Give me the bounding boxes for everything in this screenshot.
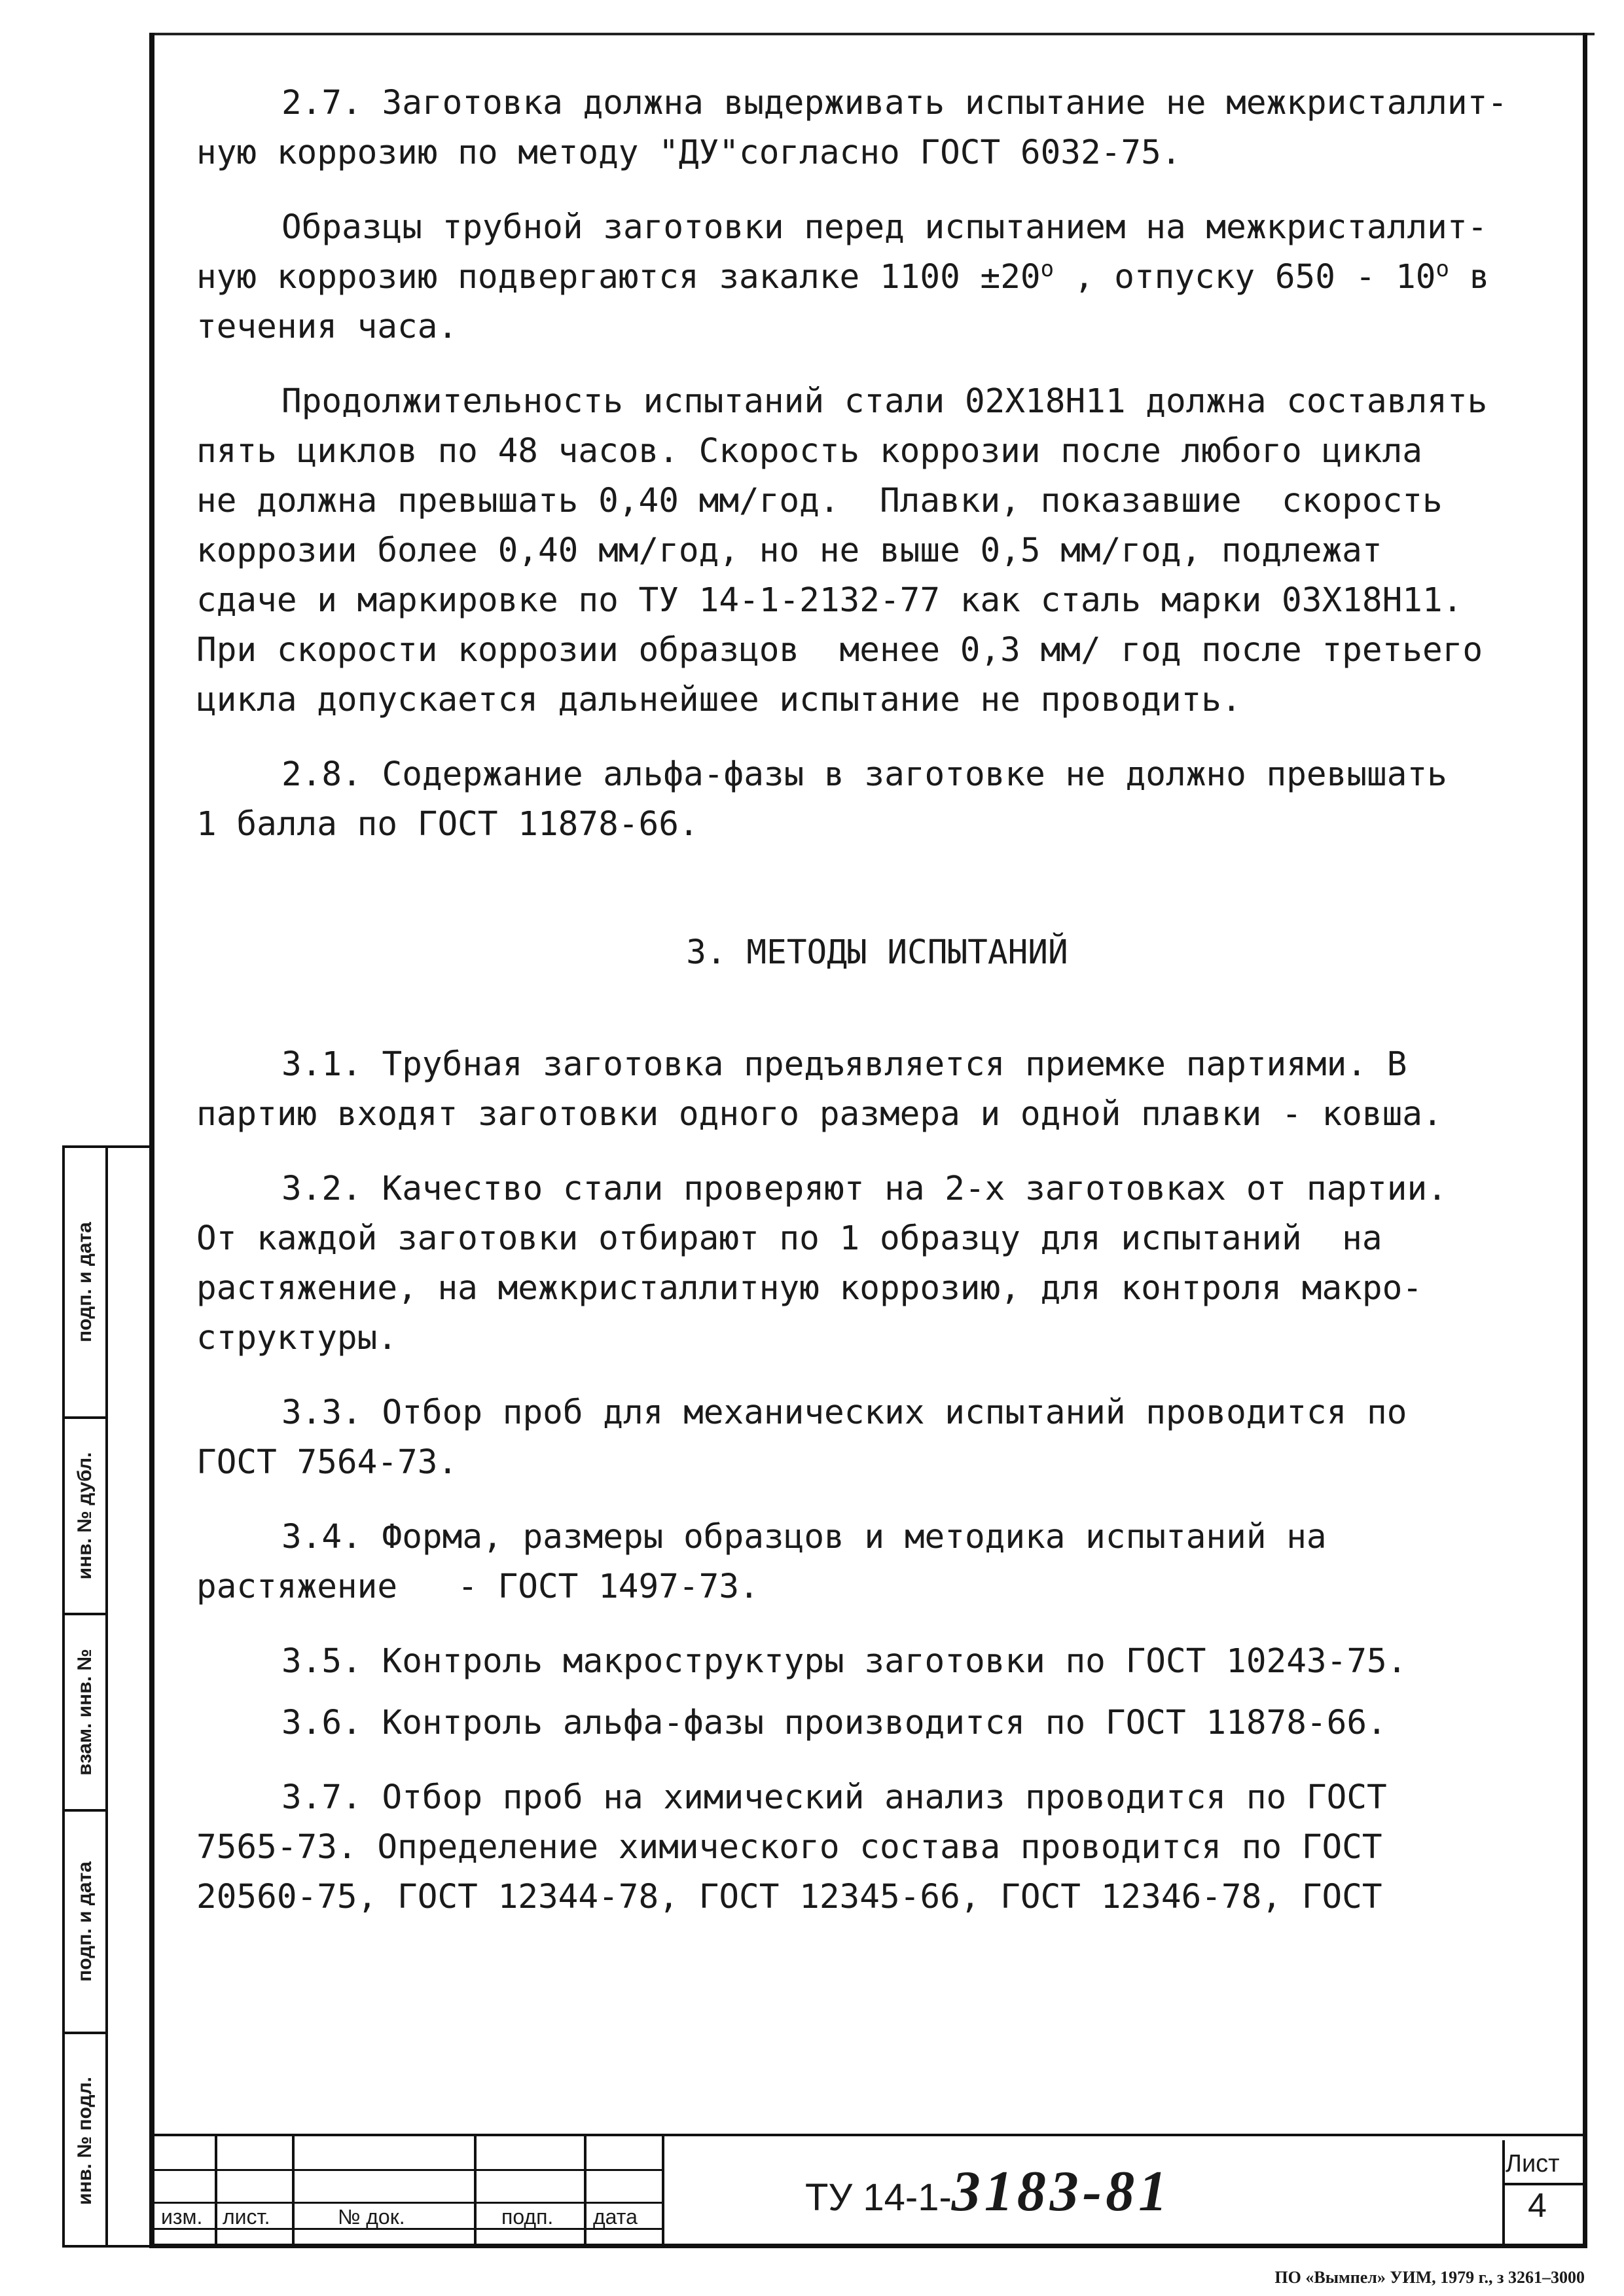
strip-cell-original-inv: инв. № подл. [74, 2077, 96, 2205]
document-code [805, 2159, 1171, 2225]
paragraph-2-7-duration: Продолжительность испытаний стали 02Х18Н11 должна составлять пять циклов по 48 часов. Скорость коррозии после любого цикла не должна превышать 0,40 мм/год. Плавки, показавшие скорость коррозии более 0,40 мм/год, но не выше 0,5 мм/год, подлежат сдаче и маркировке по ТУ 14-1-2132-77 как сталь марки 03Х18Н11. При скорости коррозии образцов менее 0,3 мм/ год после третьего цикла допускается дальнейшее испытание не проводить. [196, 382, 1488, 719]
tb-header-data: дата [593, 2205, 638, 2229]
strip-cell-replacement-inv: взам. инв. № [65, 1615, 105, 1812]
paragraph-3-6: 3.6. Контроль альфа-фазы производится по ГОСТ 11878-66. [281, 1704, 1387, 1742]
strip-cell-signature-date: подп. и дата [65, 1148, 105, 1419]
strip-divider [105, 1148, 108, 2245]
paragraph-3-2: 3.2. Качество стали проверяют на 2-х заготовках от партии. От каждой заготовки отбирают по 1 образцу для испытаний на растяжение, на межкристаллитную коррозию, для контроля макро- структуры. [196, 1170, 1447, 1357]
strip-cell-signature-date-2: подп. и дата [65, 1812, 105, 2034]
document-body [196, 79, 1558, 1947]
duration-text: в течения часа. [196, 258, 1490, 346]
sheet-box-divider [1502, 2183, 1583, 2185]
quenching-tolerance: ±20 [980, 258, 1041, 296]
tb-header-podp: подп. [501, 2205, 554, 2229]
tempering-text: , отпуску 650 - 10 [1054, 258, 1436, 296]
tb-header-list: лист. [223, 2205, 270, 2229]
paragraph-3-1: 3.1. Трубная заготовка предъявляется приемке партиями. В партию входят заготовки одного размера и одной плавки - ковша. [196, 1045, 1443, 1134]
frame-left-border [149, 33, 154, 2248]
degree-mark: о [1040, 256, 1055, 282]
paragraph-2-8: 2.8. Содержание альфа-фазы в заготовке не должно превышать 1 балла по ГОСТ 11878-66. [196, 755, 1447, 844]
document-code-prefix: ТУ 14-1- [805, 2176, 952, 2219]
tb-row-line [154, 2202, 662, 2204]
section-title: 3. МЕТОДЫ ИСПЫТАНИЙ [686, 933, 1068, 972]
paragraph-3-4: 3.4. Форма, размеры образцов и методика испытаний на растяжение - ГОСТ 1497-73. [196, 1518, 1327, 1606]
tb-header-izm: изм. [161, 2205, 203, 2229]
paragraph-3-5: 3.5. Контроль макроструктуры заготовки по ГОСТ 10243-75. [281, 1642, 1407, 1681]
degree-mark: о [1435, 256, 1449, 282]
printer-imprint: ПО «Вымпел» УИМ, 1979 г., з 3261–3000 [1274, 2268, 1585, 2287]
sheet-number: 4 [1528, 2187, 1547, 2225]
quenching-text: Образцы трубной заготовки перед испытанием на межкристаллит- ную коррозию подвергаются закалке 1100 [196, 208, 1488, 296]
tb-col-line [662, 2136, 664, 2244]
paragraph-3-3: 3.3. Отбор проб для механических испытаний проводится по ГОСТ 7564-73. [196, 1393, 1407, 1482]
tb-row-line [154, 2169, 662, 2171]
paragraph-3-7: 3.7. Отбор проб на химический анализ проводится по ГОСТ 7565-73. Определение химического состава проводится по ГОСТ 20560-75, ГОСТ 12344-78, ГОСТ 12345-66, ГОСТ 12346-78, ГОСТ [196, 1778, 1387, 1916]
tb-header-doc: № док. [338, 2205, 405, 2229]
paragraph-2-7-quenching [196, 203, 1558, 352]
paragraph-2-7: 2.7. Заготовка должна выдерживать испытание не межкристаллит- ную коррозию по методу "ДУ"согласно ГОСТ 6032-75. [196, 84, 1507, 172]
sheet-label: Лист [1506, 2150, 1560, 2178]
document-code-handwritten: 3183-81 [951, 2160, 1172, 2223]
frame-right-border [1583, 33, 1587, 2248]
frame-top-border [149, 33, 1595, 35]
approval-stamp-strip [62, 1145, 149, 2248]
strip-cell-duplicate-inv: инв. № дубл. [65, 1419, 105, 1615]
frame-bottom-border [149, 2244, 1587, 2248]
